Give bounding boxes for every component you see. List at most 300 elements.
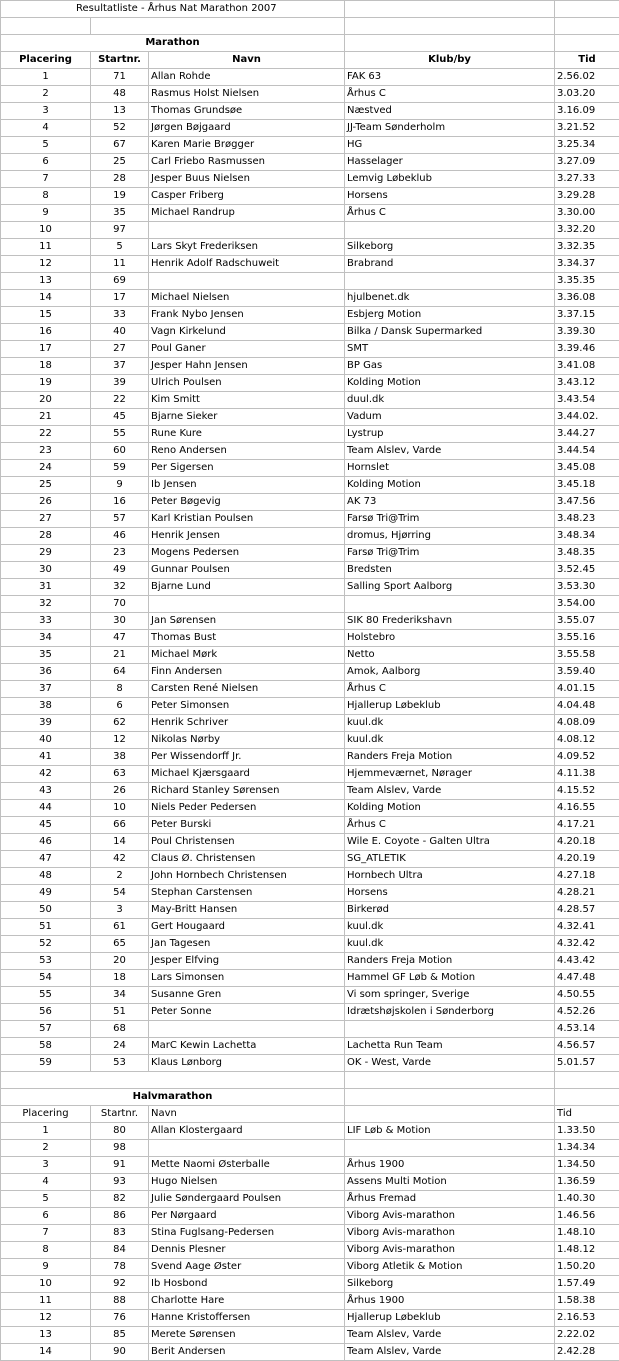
cell-startnr[interactable]: 78 [91,1259,149,1276]
cell-startnr[interactable]: 88 [91,1293,149,1310]
cell-klub[interactable]: Silkeborg [345,239,555,256]
cell-navn[interactable]: Poul Ganer [149,341,345,358]
cell-tid[interactable]: 1.46.56 [555,1208,619,1225]
cell-navn[interactable]: Mette Naomi Østerballe [149,1157,345,1174]
cell-klub[interactable] [345,1140,555,1157]
empty-cell[interactable] [1,18,91,35]
cell-tid[interactable]: 1.48.10 [555,1225,619,1242]
cell-placering[interactable]: 9 [1,1259,91,1276]
cell-startnr[interactable]: 30 [91,613,149,630]
header-klub[interactable] [345,1106,555,1123]
cell-navn[interactable]: Casper Friberg [149,188,345,205]
cell-placering[interactable]: 35 [1,647,91,664]
cell-placering[interactable]: 56 [1,1004,91,1021]
cell-navn[interactable]: Peter Burski [149,817,345,834]
cell-navn[interactable]: Claus Ø. Christensen [149,851,345,868]
halvmarathon-heading[interactable]: Halvmarathon [1,1089,345,1106]
cell-tid[interactable]: 5.01.57 [555,1055,619,1072]
cell-navn[interactable]: May-Britt Hansen [149,902,345,919]
cell-startnr[interactable]: 6 [91,698,149,715]
empty-cell[interactable] [345,35,555,52]
cell-placering[interactable]: 19 [1,375,91,392]
header-tid[interactable]: Tid [555,52,619,69]
cell-startnr[interactable]: 40 [91,324,149,341]
cell-placering[interactable]: 41 [1,749,91,766]
cell-startnr[interactable]: 86 [91,1208,149,1225]
cell-klub[interactable]: kuul.dk [345,936,555,953]
cell-tid[interactable]: 1.36.59 [555,1174,619,1191]
cell-navn[interactable] [149,222,345,239]
cell-placering[interactable]: 5 [1,1191,91,1208]
cell-startnr[interactable]: 13 [91,103,149,120]
cell-tid[interactable]: 3.59.40 [555,664,619,681]
cell-placering[interactable]: 28 [1,528,91,545]
cell-navn[interactable]: Per Sigersen [149,460,345,477]
cell-klub[interactable]: Idrætshøjskolen i Sønderborg [345,1004,555,1021]
cell-navn[interactable]: Jesper Elfving [149,953,345,970]
cell-startnr[interactable]: 28 [91,171,149,188]
cell-klub[interactable]: Bilka / Dansk Supermarked [345,324,555,341]
cell-placering[interactable]: 6 [1,1208,91,1225]
cell-navn[interactable]: Ib Hosbond [149,1276,345,1293]
cell-klub[interactable]: Netto [345,647,555,664]
cell-placering[interactable]: 26 [1,494,91,511]
cell-startnr[interactable]: 64 [91,664,149,681]
cell-placering[interactable]: 10 [1,222,91,239]
cell-klub[interactable]: Viborg Avis-marathon [345,1208,555,1225]
cell-klub[interactable]: SG_ATLETIK [345,851,555,868]
cell-startnr[interactable]: 65 [91,936,149,953]
cell-placering[interactable]: 51 [1,919,91,936]
cell-tid[interactable]: 4.56.57 [555,1038,619,1055]
cell-startnr[interactable]: 48 [91,86,149,103]
cell-placering[interactable]: 43 [1,783,91,800]
cell-klub[interactable]: BP Gas [345,358,555,375]
cell-klub[interactable]: Århus 1900 [345,1293,555,1310]
cell-tid[interactable]: 3.29.28 [555,188,619,205]
cell-navn[interactable]: Klaus Lønborg [149,1055,345,1072]
cell-navn[interactable]: Reno Andersen [149,443,345,460]
cell-navn[interactable]: Jesper Buus Nielsen [149,171,345,188]
cell-tid[interactable]: 4.01.15 [555,681,619,698]
cell-navn[interactable]: Rune Kure [149,426,345,443]
cell-tid[interactable]: 4.50.55 [555,987,619,1004]
cell-tid[interactable]: 2.16.53 [555,1310,619,1327]
cell-klub[interactable]: kuul.dk [345,732,555,749]
cell-navn[interactable]: Henrik Schriver [149,715,345,732]
cell-navn[interactable]: Finn Andersen [149,664,345,681]
cell-klub[interactable]: Lystrup [345,426,555,443]
cell-navn[interactable]: Carl Friebo Rasmussen [149,154,345,171]
cell-klub[interactable]: Horsens [345,188,555,205]
cell-klub[interactable]: Assens Multi Motion [345,1174,555,1191]
cell-navn[interactable]: Carsten René Nielsen [149,681,345,698]
cell-navn[interactable]: Vagn Kirkelund [149,324,345,341]
cell-startnr[interactable]: 24 [91,1038,149,1055]
cell-placering[interactable]: 33 [1,613,91,630]
cell-tid[interactable]: 3.47.56 [555,494,619,511]
cell-placering[interactable]: 48 [1,868,91,885]
cell-placering[interactable]: 2 [1,86,91,103]
cell-placering[interactable]: 3 [1,1157,91,1174]
cell-tid[interactable]: 3.32.35 [555,239,619,256]
cell-placering[interactable]: 47 [1,851,91,868]
cell-tid[interactable]: 3.54.00 [555,596,619,613]
cell-placering[interactable]: 44 [1,800,91,817]
cell-klub[interactable]: Århus C [345,817,555,834]
cell-klub[interactable]: Brabrand [345,256,555,273]
empty-cell[interactable] [555,1,619,18]
cell-placering[interactable]: 53 [1,953,91,970]
cell-klub[interactable]: Næstved [345,103,555,120]
cell-startnr[interactable]: 25 [91,154,149,171]
cell-klub[interactable]: kuul.dk [345,919,555,936]
cell-tid[interactable]: 1.34.34 [555,1140,619,1157]
cell-klub[interactable]: Vadum [345,409,555,426]
cell-tid[interactable]: 3.32.20 [555,222,619,239]
cell-navn[interactable] [149,1140,345,1157]
cell-klub[interactable]: AK 73 [345,494,555,511]
cell-tid[interactable]: 3.37.15 [555,307,619,324]
cell-tid[interactable]: 3.43.12 [555,375,619,392]
cell-klub[interactable]: Lemvig Løbeklub [345,171,555,188]
cell-startnr[interactable]: 22 [91,392,149,409]
cell-tid[interactable]: 4.28.21 [555,885,619,902]
cell-tid[interactable]: 4.52.26 [555,1004,619,1021]
cell-tid[interactable]: 3.36.08 [555,290,619,307]
cell-klub[interactable]: Viborg Avis-marathon [345,1242,555,1259]
cell-klub[interactable]: Lachetta Run Team [345,1038,555,1055]
cell-klub[interactable]: FAK 63 [345,69,555,86]
cell-tid[interactable]: 3.44.27 [555,426,619,443]
cell-startnr[interactable]: 16 [91,494,149,511]
cell-navn[interactable]: Berit Andersen [149,1344,345,1361]
cell-startnr[interactable]: 57 [91,511,149,528]
cell-startnr[interactable]: 85 [91,1327,149,1344]
cell-tid[interactable]: 4.08.09 [555,715,619,732]
cell-klub[interactable]: HG [345,137,555,154]
cell-startnr[interactable]: 62 [91,715,149,732]
cell-navn[interactable]: Bjarne Sieker [149,409,345,426]
cell-tid[interactable]: 4.43.42 [555,953,619,970]
cell-tid[interactable]: 3.27.33 [555,171,619,188]
cell-navn[interactable]: Gert Hougaard [149,919,345,936]
cell-navn[interactable]: Jesper Hahn Jensen [149,358,345,375]
cell-navn[interactable]: Lars Skyt Frederiksen [149,239,345,256]
cell-tid[interactable]: 3.55.07 [555,613,619,630]
cell-tid[interactable]: 3.48.35 [555,545,619,562]
cell-navn[interactable]: Charlotte Hare [149,1293,345,1310]
cell-placering[interactable]: 22 [1,426,91,443]
cell-tid[interactable]: 4.09.52 [555,749,619,766]
cell-navn[interactable]: Henrik Jensen [149,528,345,545]
cell-placering[interactable]: 39 [1,715,91,732]
cell-placering[interactable]: 50 [1,902,91,919]
cell-klub[interactable]: Horsens [345,885,555,902]
cell-startnr[interactable]: 51 [91,1004,149,1021]
cell-klub[interactable]: OK - West, Varde [345,1055,555,1072]
cell-klub[interactable]: Hjemmeværnet, Nørager [345,766,555,783]
cell-tid[interactable]: 3.44.54 [555,443,619,460]
cell-tid[interactable]: 3.44.02. [555,409,619,426]
cell-tid[interactable]: 3.45.08 [555,460,619,477]
cell-startnr[interactable]: 71 [91,69,149,86]
cell-klub[interactable]: Hornslet [345,460,555,477]
cell-tid[interactable]: 3.21.52 [555,120,619,137]
cell-placering[interactable]: 46 [1,834,91,851]
cell-klub[interactable]: Århus C [345,86,555,103]
cell-klub[interactable]: Viborg Atletik & Motion [345,1259,555,1276]
cell-navn[interactable]: Jan Sørensen [149,613,345,630]
cell-klub[interactable]: Kolding Motion [345,477,555,494]
cell-startnr[interactable]: 45 [91,409,149,426]
cell-startnr[interactable]: 82 [91,1191,149,1208]
cell-startnr[interactable]: 37 [91,358,149,375]
header-startnr[interactable]: Startnr. [91,52,149,69]
cell-placering[interactable]: 8 [1,1242,91,1259]
cell-navn[interactable]: Henrik Adolf Radschuweit [149,256,345,273]
cell-navn[interactable]: Mogens Pedersen [149,545,345,562]
cell-tid[interactable]: 3.48.23 [555,511,619,528]
cell-placering[interactable]: 6 [1,154,91,171]
cell-placering[interactable]: 24 [1,460,91,477]
cell-startnr[interactable]: 80 [91,1123,149,1140]
cell-tid[interactable]: 3.27.09 [555,154,619,171]
cell-placering[interactable]: 34 [1,630,91,647]
cell-startnr[interactable]: 68 [91,1021,149,1038]
cell-navn[interactable]: Dennis Plesner [149,1242,345,1259]
cell-startnr[interactable]: 53 [91,1055,149,1072]
marathon-heading[interactable]: Marathon [1,35,345,52]
cell-tid[interactable]: 3.35.35 [555,273,619,290]
cell-tid[interactable]: 3.43.54 [555,392,619,409]
cell-klub[interactable]: Bredsten [345,562,555,579]
cell-startnr[interactable]: 33 [91,307,149,324]
cell-klub[interactable]: Team Alslev, Varde [345,1344,555,1361]
cell-startnr[interactable]: 59 [91,460,149,477]
cell-navn[interactable]: Niels Peder Pedersen [149,800,345,817]
cell-navn[interactable]: Allan Klostergaard [149,1123,345,1140]
cell-tid[interactable]: 3.48.34 [555,528,619,545]
cell-klub[interactable]: Team Alslev, Varde [345,783,555,800]
cell-klub[interactable] [345,222,555,239]
empty-cell[interactable] [555,35,619,52]
cell-tid[interactable]: 1.40.30 [555,1191,619,1208]
header-navn[interactable]: Navn [149,1106,345,1123]
cell-startnr[interactable]: 34 [91,987,149,1004]
cell-startnr[interactable]: 90 [91,1344,149,1361]
cell-klub[interactable]: duul.dk [345,392,555,409]
cell-placering[interactable]: 23 [1,443,91,460]
cell-tid[interactable]: 4.04.48 [555,698,619,715]
empty-cell[interactable] [345,1,555,18]
cell-placering[interactable]: 18 [1,358,91,375]
cell-startnr[interactable]: 76 [91,1310,149,1327]
cell-placering[interactable]: 4 [1,1174,91,1191]
cell-placering[interactable]: 8 [1,188,91,205]
cell-klub[interactable]: Århus 1900 [345,1157,555,1174]
cell-startnr[interactable]: 35 [91,205,149,222]
cell-startnr[interactable]: 46 [91,528,149,545]
cell-navn[interactable] [149,596,345,613]
header-navn[interactable]: Navn [149,52,345,69]
cell-klub[interactable]: Kolding Motion [345,800,555,817]
cell-placering[interactable]: 2 [1,1140,91,1157]
cell-klub[interactable]: Amok, Aalborg [345,664,555,681]
cell-startnr[interactable]: 27 [91,341,149,358]
cell-startnr[interactable]: 42 [91,851,149,868]
cell-placering[interactable]: 12 [1,256,91,273]
cell-tid[interactable]: 3.30.00 [555,205,619,222]
cell-navn[interactable]: Michael Mørk [149,647,345,664]
cell-navn[interactable]: Per Wissendorff Jr. [149,749,345,766]
cell-startnr[interactable]: 11 [91,256,149,273]
cell-navn[interactable] [149,273,345,290]
cell-startnr[interactable]: 54 [91,885,149,902]
cell-tid[interactable]: 4.53.14 [555,1021,619,1038]
cell-navn[interactable]: Susanne Gren [149,987,345,1004]
cell-placering[interactable]: 40 [1,732,91,749]
cell-startnr[interactable]: 70 [91,596,149,613]
cell-klub[interactable]: Århus Fremad [345,1191,555,1208]
cell-startnr[interactable]: 5 [91,239,149,256]
header-placering[interactable]: Placering [1,52,91,69]
cell-navn[interactable]: Gunnar Poulsen [149,562,345,579]
cell-startnr[interactable]: 38 [91,749,149,766]
cell-placering[interactable]: 54 [1,970,91,987]
cell-placering[interactable]: 1 [1,1123,91,1140]
cell-placering[interactable]: 57 [1,1021,91,1038]
cell-tid[interactable]: 1.33.50 [555,1123,619,1140]
header-tid[interactable]: Tid [555,1106,619,1123]
cell-startnr[interactable]: 98 [91,1140,149,1157]
cell-startnr[interactable]: 21 [91,647,149,664]
cell-navn[interactable]: Hugo Nielsen [149,1174,345,1191]
cell-startnr[interactable]: 83 [91,1225,149,1242]
cell-klub[interactable]: Team Alslev, Varde [345,1327,555,1344]
cell-navn[interactable]: Bjarne Lund [149,579,345,596]
cell-tid[interactable]: 1.57.49 [555,1276,619,1293]
cell-tid[interactable]: 3.39.30 [555,324,619,341]
cell-klub[interactable]: Viborg Avis-marathon [345,1225,555,1242]
cell-placering[interactable]: 36 [1,664,91,681]
cell-tid[interactable]: 2.42.28 [555,1344,619,1361]
cell-klub[interactable]: Hasselager [345,154,555,171]
cell-tid[interactable]: 4.15.52 [555,783,619,800]
cell-navn[interactable] [149,1021,345,1038]
cell-placering[interactable]: 52 [1,936,91,953]
cell-klub[interactable]: Silkeborg [345,1276,555,1293]
cell-navn[interactable]: Ib Jensen [149,477,345,494]
cell-tid[interactable]: 3.39.46 [555,341,619,358]
cell-startnr[interactable]: 52 [91,120,149,137]
cell-klub[interactable]: JJ-Team Sønderholm [345,120,555,137]
cell-navn[interactable]: Peter Bøgevig [149,494,345,511]
cell-startnr[interactable]: 2 [91,868,149,885]
cell-klub[interactable]: Randers Freja Motion [345,953,555,970]
cell-navn[interactable]: Michael Nielsen [149,290,345,307]
cell-tid[interactable]: 3.55.58 [555,647,619,664]
cell-tid[interactable]: 3.45.18 [555,477,619,494]
cell-klub[interactable]: Århus C [345,205,555,222]
cell-placering[interactable]: 13 [1,273,91,290]
cell-placering[interactable]: 16 [1,324,91,341]
cell-klub[interactable]: Salling Sport Aalborg [345,579,555,596]
cell-startnr[interactable]: 66 [91,817,149,834]
cell-tid[interactable]: 1.50.20 [555,1259,619,1276]
cell-startnr[interactable]: 63 [91,766,149,783]
cell-placering[interactable]: 10 [1,1276,91,1293]
cell-navn[interactable]: Ulrich Poulsen [149,375,345,392]
cell-klub[interactable]: Birkerød [345,902,555,919]
cell-placering[interactable]: 38 [1,698,91,715]
cell-klub[interactable]: Farsø Tri@Trim [345,511,555,528]
cell-startnr[interactable]: 17 [91,290,149,307]
cell-tid[interactable]: 3.41.08 [555,358,619,375]
cell-placering[interactable]: 13 [1,1327,91,1344]
cell-placering[interactable]: 4 [1,120,91,137]
cell-placering[interactable]: 7 [1,1225,91,1242]
cell-startnr[interactable]: 61 [91,919,149,936]
cell-placering[interactable]: 59 [1,1055,91,1072]
cell-startnr[interactable]: 3 [91,902,149,919]
empty-cell[interactable] [1,1072,345,1089]
cell-startnr[interactable]: 92 [91,1276,149,1293]
cell-placering[interactable]: 29 [1,545,91,562]
cell-placering[interactable]: 30 [1,562,91,579]
cell-tid[interactable]: 4.32.42 [555,936,619,953]
header-placering[interactable]: Placering [1,1106,91,1123]
cell-klub[interactable]: dromus, Hjørring [345,528,555,545]
cell-klub[interactable] [345,1021,555,1038]
cell-startnr[interactable]: 93 [91,1174,149,1191]
cell-startnr[interactable]: 10 [91,800,149,817]
cell-navn[interactable]: Allan Rohde [149,69,345,86]
cell-startnr[interactable]: 69 [91,273,149,290]
header-startnr[interactable]: Startnr. [91,1106,149,1123]
cell-navn[interactable]: Rasmus Holst Nielsen [149,86,345,103]
cell-placering[interactable]: 17 [1,341,91,358]
cell-navn[interactable]: Peter Simonsen [149,698,345,715]
cell-startnr[interactable]: 97 [91,222,149,239]
cell-placering[interactable]: 1 [1,69,91,86]
cell-placering[interactable]: 5 [1,137,91,154]
cell-navn[interactable]: Thomas Bust [149,630,345,647]
cell-navn[interactable]: Kim Smitt [149,392,345,409]
cell-tid[interactable]: 3.52.45 [555,562,619,579]
cell-tid[interactable]: 3.03.20 [555,86,619,103]
cell-navn[interactable]: Nikolas Nørby [149,732,345,749]
cell-startnr[interactable]: 9 [91,477,149,494]
cell-placering[interactable]: 49 [1,885,91,902]
cell-tid[interactable]: 1.48.12 [555,1242,619,1259]
cell-startnr[interactable]: 19 [91,188,149,205]
cell-placering[interactable]: 32 [1,596,91,613]
cell-placering[interactable]: 45 [1,817,91,834]
empty-cell[interactable] [345,1072,555,1089]
cell-placering[interactable]: 7 [1,171,91,188]
cell-startnr[interactable]: 39 [91,375,149,392]
cell-startnr[interactable]: 8 [91,681,149,698]
cell-placering[interactable]: 21 [1,409,91,426]
cell-klub[interactable]: LIF Løb & Motion [345,1123,555,1140]
cell-navn[interactable]: John Hornbech Christensen [149,868,345,885]
cell-tid[interactable]: 3.34.37 [555,256,619,273]
header-klub[interactable]: Klub/by [345,52,555,69]
empty-cell[interactable] [555,18,619,35]
cell-klub[interactable]: Vi som springer, Sverige [345,987,555,1004]
cell-tid[interactable]: 3.55.16 [555,630,619,647]
